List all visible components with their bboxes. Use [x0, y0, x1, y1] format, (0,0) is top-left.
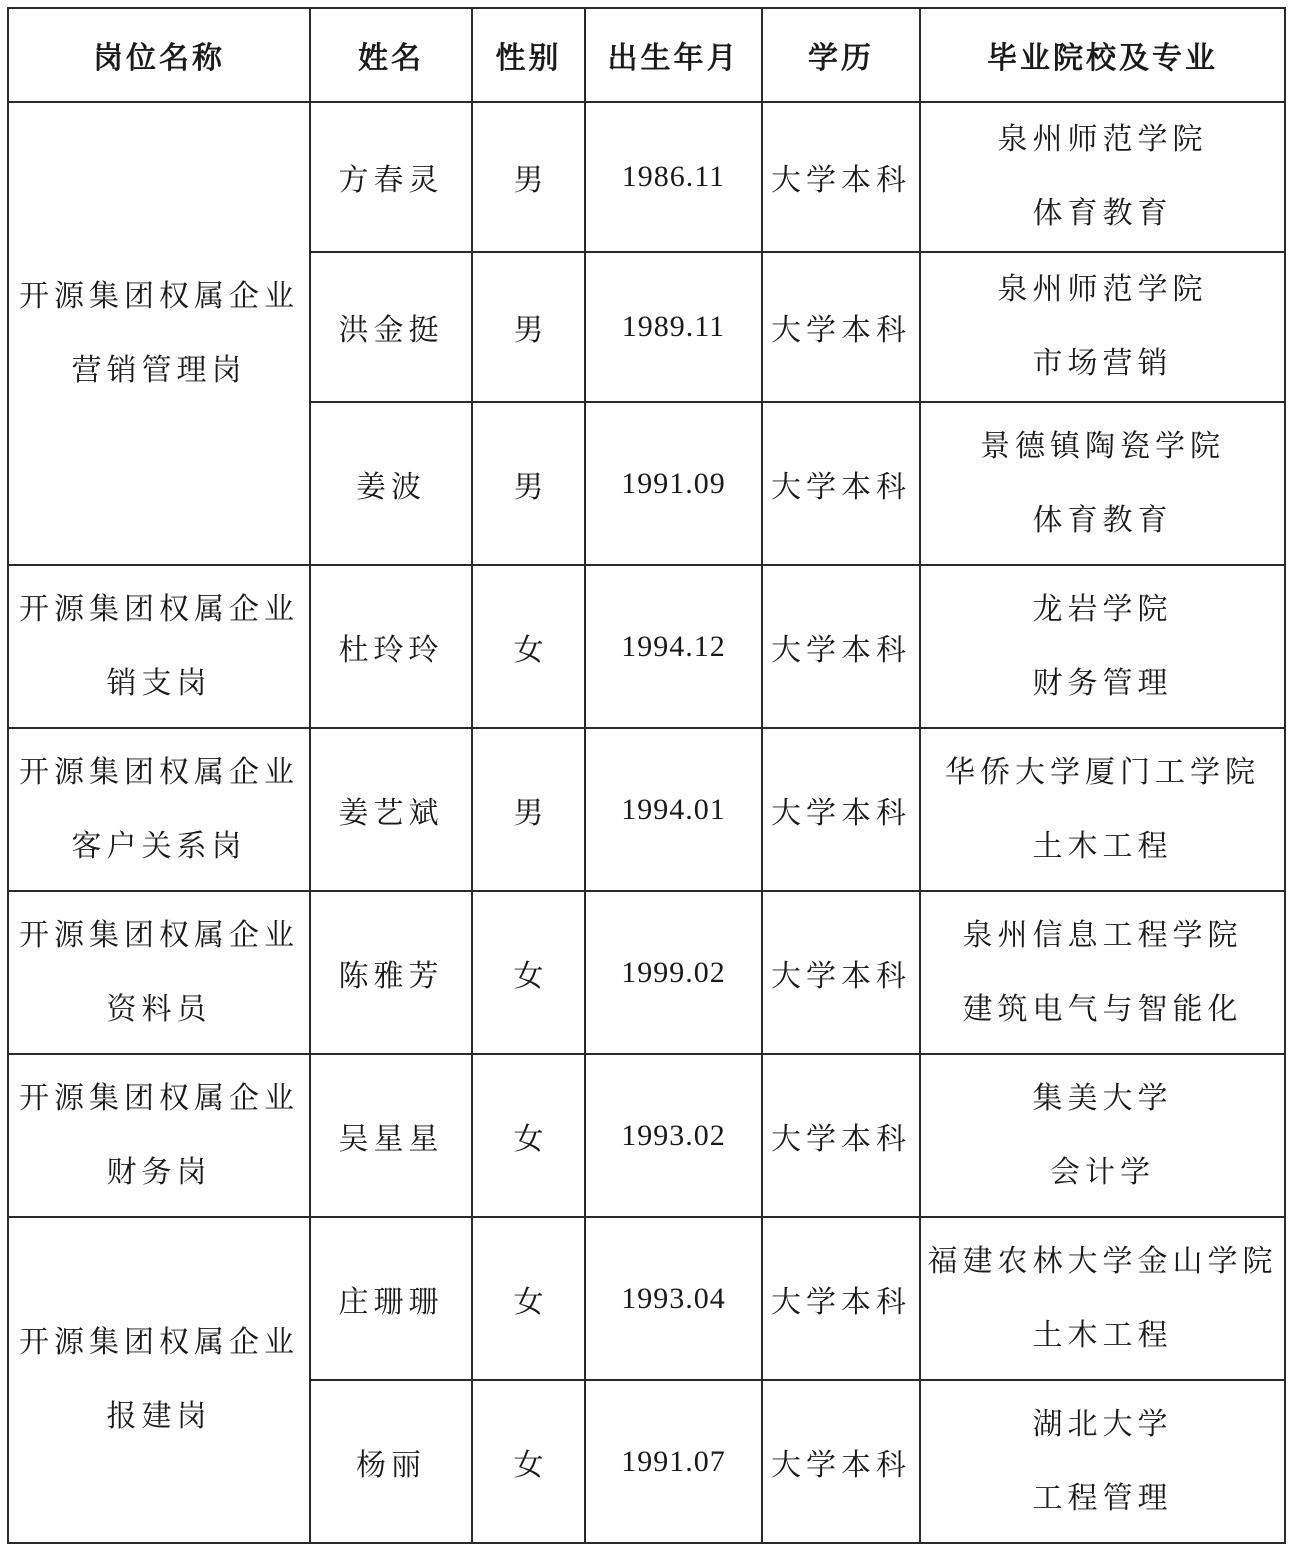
position-company: 开源集团权属企业	[19, 754, 299, 790]
school-major-cell	[920, 891, 1285, 1054]
name-cell: 姜艺斌	[310, 728, 472, 891]
position-role: 财务岗	[106, 1154, 212, 1190]
major-name: 土木工程	[1032, 828, 1173, 864]
school-name: 湖北大学	[1032, 1406, 1173, 1442]
name-cell: 杨丽	[310, 1380, 472, 1543]
position-role: 资料员	[106, 991, 212, 1027]
name-cell: 陈雅芳	[310, 891, 472, 1054]
major-name: 建筑电气与智能化	[962, 991, 1243, 1027]
position-role: 营销管理岗	[71, 352, 247, 388]
school-name: 龙岩学院	[1032, 591, 1173, 627]
gender-cell: 男	[472, 102, 585, 252]
birth-cell: 1991.07	[585, 1380, 762, 1543]
table-row	[8, 891, 1285, 1054]
name-cell: 庄珊珊	[310, 1217, 472, 1380]
school-major-cell	[920, 1054, 1285, 1217]
name-cell: 杜玲玲	[310, 565, 472, 728]
table-row	[8, 1054, 1285, 1217]
birth-cell: 1986.11	[585, 102, 762, 252]
gender-cell: 男	[472, 252, 585, 402]
table-row	[8, 1217, 1285, 1380]
position-company: 开源集团权属企业	[19, 1325, 299, 1360]
name-cell: 姜波	[310, 402, 472, 565]
education-cell: 大学本科	[762, 1380, 920, 1543]
education-cell: 大学本科	[762, 1217, 920, 1380]
header-gender: 性别	[472, 8, 585, 102]
header-name: 姓名	[310, 8, 472, 102]
header-row	[8, 8, 1285, 102]
table-row	[8, 102, 1285, 252]
birth-cell: 1993.02	[585, 1054, 762, 1217]
birth-cell: 1994.01	[585, 728, 762, 891]
name-cell: 方春灵	[310, 102, 472, 252]
gender-cell: 女	[472, 565, 585, 728]
birth-cell: 1993.04	[585, 1217, 762, 1380]
position-cell	[8, 891, 310, 1054]
table-row	[8, 728, 1285, 891]
gender-cell: 女	[472, 891, 585, 1054]
position-company: 开源集团权属企业	[19, 591, 299, 627]
personnel-table	[7, 7, 1286, 1544]
gender-cell: 男	[472, 728, 585, 891]
major-name: 财务管理	[1032, 665, 1173, 701]
header-birth: 出生年月	[585, 8, 762, 102]
school-name: 福建农林大学金山学院	[927, 1243, 1278, 1279]
gender-cell: 女	[472, 1054, 585, 1217]
position-cell	[8, 565, 310, 728]
position-cell	[8, 102, 310, 565]
school-major-cell	[920, 1380, 1285, 1543]
position-company: 开源集团权属企业	[19, 917, 299, 953]
position-cell	[8, 1217, 310, 1543]
birth-cell: 1991.09	[585, 402, 762, 565]
position-role: 销支岗	[106, 665, 212, 701]
education-cell: 大学本科	[762, 891, 920, 1054]
birth-cell: 1999.02	[585, 891, 762, 1054]
school-name: 集美大学	[1032, 1080, 1173, 1116]
education-cell: 大学本科	[762, 565, 920, 728]
gender-cell: 男	[472, 402, 585, 565]
school-major-cell	[920, 1217, 1285, 1380]
header-education: 学历	[762, 8, 920, 102]
school-name: 泉州师范学院	[997, 272, 1208, 307]
position-cell	[8, 728, 310, 891]
birth-cell: 1994.12	[585, 565, 762, 728]
position-company: 开源集团权属企业	[19, 278, 299, 314]
education-cell: 大学本科	[762, 102, 920, 252]
school-name: 泉州信息工程学院	[962, 917, 1243, 953]
position-cell	[8, 1054, 310, 1217]
school-major-cell	[920, 728, 1285, 891]
name-cell: 洪金挺	[310, 252, 472, 402]
table-row	[8, 565, 1285, 728]
education-cell: 大学本科	[762, 1054, 920, 1217]
school-major-cell	[920, 252, 1285, 402]
school-name: 泉州师范学院	[997, 122, 1208, 157]
education-cell: 大学本科	[762, 728, 920, 891]
major-name: 市场营销	[1032, 346, 1173, 381]
major-name: 体育教育	[1032, 502, 1173, 538]
school-major-cell	[920, 402, 1285, 565]
major-name: 工程管理	[1032, 1480, 1173, 1516]
education-cell: 大学本科	[762, 402, 920, 565]
school-name: 华侨大学厦门工学院	[945, 754, 1260, 790]
birth-cell: 1989.11	[585, 252, 762, 402]
school-name: 景德镇陶瓷学院	[980, 428, 1225, 464]
position-company: 开源集团权属企业	[19, 1080, 299, 1116]
school-major-cell	[920, 102, 1285, 252]
gender-cell: 女	[472, 1380, 585, 1543]
gender-cell: 女	[472, 1217, 585, 1380]
education-cell: 大学本科	[762, 252, 920, 402]
major-name: 土木工程	[1032, 1317, 1173, 1353]
school-major-cell	[920, 565, 1285, 728]
major-name: 体育教育	[1032, 196, 1173, 231]
position-role: 客户关系岗	[71, 828, 247, 864]
position-role: 报建岗	[106, 1399, 212, 1434]
major-name: 会计学	[1050, 1154, 1155, 1190]
name-cell: 吴星星	[310, 1054, 472, 1217]
header-position: 岗位名称	[8, 8, 310, 102]
header-school-major: 毕业院校及专业	[920, 8, 1285, 102]
